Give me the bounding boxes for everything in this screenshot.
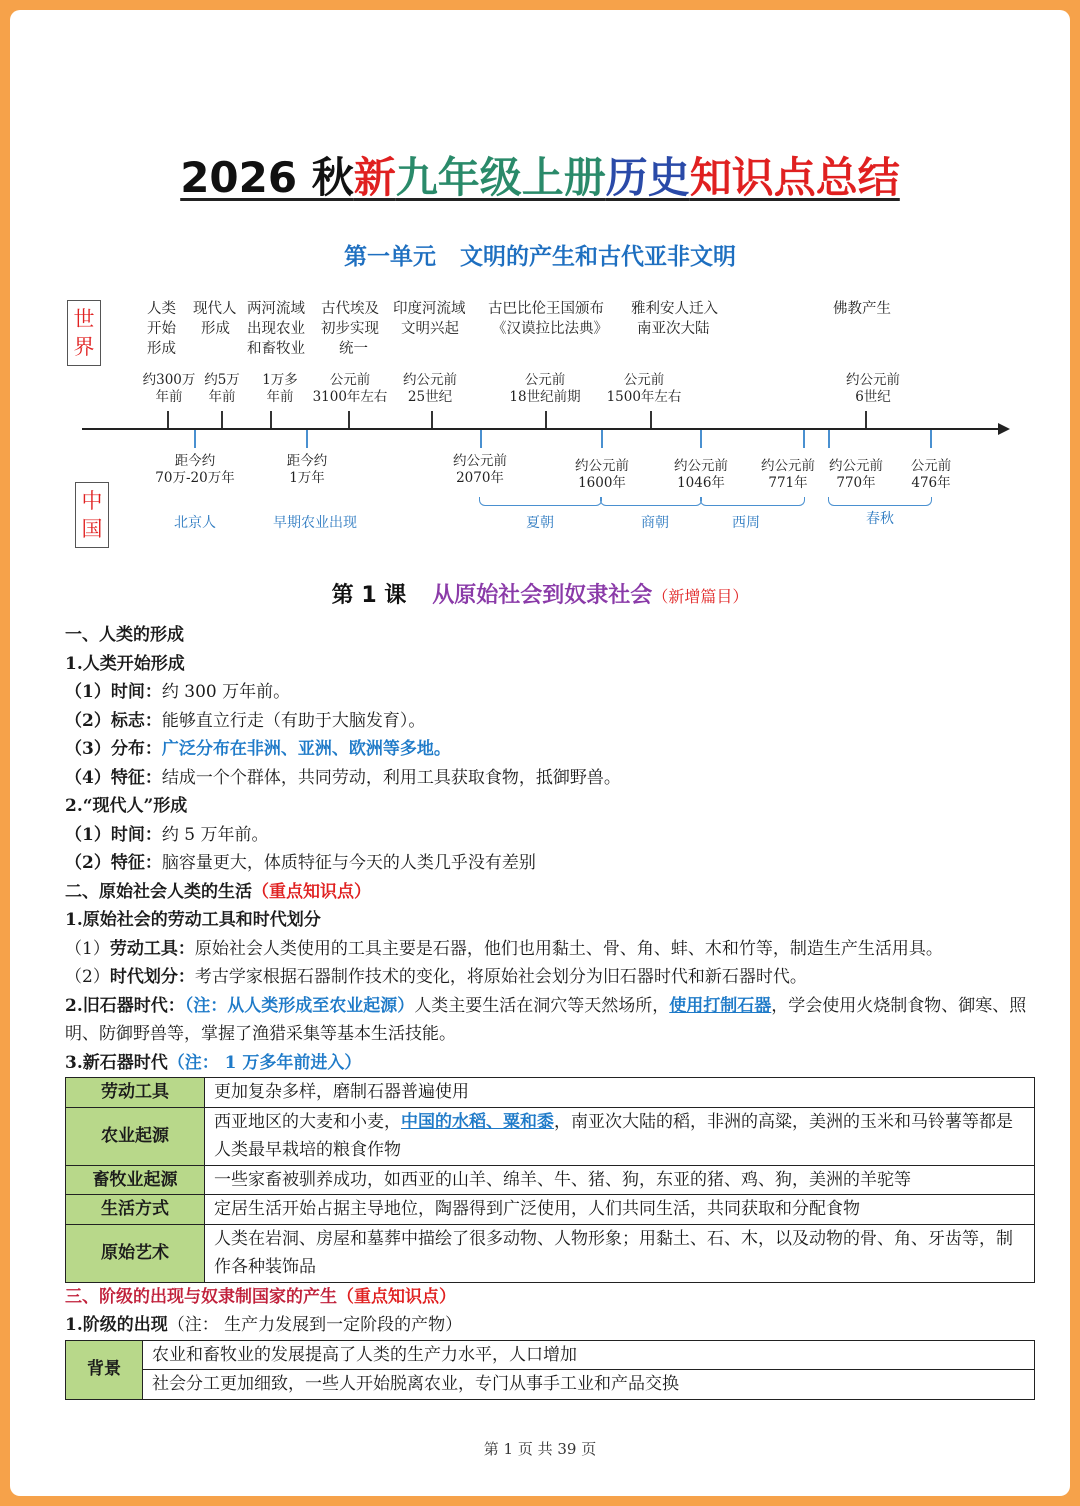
- china-date: 约公元前 771年: [761, 458, 815, 491]
- section-heading: 二、原始社会人类的生活（重点知识点）: [65, 881, 371, 902]
- world-event: 人类 开始 形成: [147, 301, 176, 357]
- section-heading: 三、阶级的出现与奴隶制国家的产生（重点知识点）: [65, 1286, 456, 1307]
- point: （1）劳动工具：原始社会人类使用的工具主要是石器，他们也用黏土、骨、角、蚌、木和竹等，制造生产生活用具。: [65, 938, 943, 959]
- timeline-tick: [221, 411, 223, 429]
- timeline-tick: [306, 430, 308, 448]
- timeline-tick: [700, 430, 702, 448]
- page-title: 2026 秋新九年级上册历史知识点总结: [180, 153, 900, 202]
- period-brace: [700, 497, 805, 506]
- world-date: 公元前 1500年左右: [606, 372, 682, 405]
- table-row: [66, 1078, 1035, 1108]
- page: [10, 10, 1070, 1496]
- world-event: 现代人 形成: [193, 301, 237, 337]
- world-date: 约5万 年前: [204, 372, 240, 405]
- china-date: 约公元前 770年: [829, 458, 883, 491]
- timeline-tick: [803, 430, 805, 448]
- point: （1）时间：约 5 万年前。: [65, 824, 269, 845]
- table-row: [66, 1107, 1035, 1165]
- timeline-tick: [431, 411, 433, 429]
- china-period-name: 春秋: [866, 511, 894, 527]
- unit-title: 第一单元 文明的产生和古代亚非文明: [344, 244, 736, 270]
- table-header-cell: 原始艺术: [66, 1224, 205, 1282]
- arrow-right-icon: [998, 423, 1010, 435]
- section-heading: 一、人类的形成: [65, 625, 184, 645]
- world-date: 约300万 年前: [142, 372, 196, 405]
- neolithic-table: [65, 1077, 1035, 1283]
- table-header-cell: 农业起源: [66, 1107, 205, 1165]
- point: （3）分布：广泛分布在非洲、亚洲、欧洲等多地。: [65, 739, 451, 759]
- table-cell: 更加复杂多样，磨制石器普遍使用: [205, 1078, 1035, 1108]
- point: （2）特征：脑容量更大，体质特征与今天的人类几乎没有差别: [65, 853, 536, 873]
- world-event: 印度河流域 文明兴起: [393, 301, 466, 337]
- point: （2）时代划分：考古学家根据石器制作技术的变化，将原始社会划分为旧石器时代和新石器时代。: [65, 967, 807, 987]
- world-label: 世 界: [67, 300, 101, 366]
- china-period-name: 早期农业出现: [273, 515, 357, 531]
- subsection-heading: 3.新石器时代（注： 1 万多年前进入）: [65, 1052, 362, 1073]
- period-brace: [600, 497, 702, 506]
- table-row: [66, 1165, 1035, 1195]
- timeline-tick: [865, 411, 867, 429]
- china-date: 距今约 1万年: [286, 453, 328, 486]
- table-header-cell: 背景: [66, 1340, 143, 1399]
- timeline-tick: [930, 430, 932, 448]
- china-period-name: 商朝: [641, 515, 669, 531]
- china-date: 约公元前 1046年: [674, 458, 728, 491]
- table-row: [66, 1370, 1035, 1400]
- table-cell: 农业和畜牧业的发展提高了人类的生产力水平，人口增加: [143, 1340, 1035, 1370]
- period-brace: [479, 497, 602, 506]
- timeline-tick: [650, 411, 652, 429]
- timeline-tick: [194, 430, 196, 448]
- table-header-cell: 劳动工具: [66, 1078, 205, 1108]
- lesson-title: 第 1 课 从原始社会到奴隶社会（新增篇目）: [331, 583, 749, 608]
- page-footer: 第 1 页 共 39 页: [483, 1440, 597, 1458]
- world-event: 古巴比伦王国颁布 《汉谟拉比法典》: [488, 301, 608, 337]
- timeline-tick: [167, 411, 169, 429]
- world-date: 1万多 年前: [262, 372, 298, 405]
- china-date: 公元前 476年: [910, 458, 952, 491]
- table-row: [66, 1224, 1035, 1282]
- timeline-tick: [270, 411, 272, 429]
- table-row: [66, 1340, 1035, 1370]
- timeline-tick: [828, 430, 830, 448]
- china-period-name: 西周: [732, 515, 760, 531]
- timeline-tick: [480, 430, 482, 448]
- table-cell: 人类在岩洞、房屋和墓葬中描绘了很多动物、人物形象；用黏土、石、木，以及动物的骨、角、牙齿等，制作各种装饰品: [205, 1224, 1035, 1282]
- subsection-heading: 2.“现代人”形成: [65, 796, 188, 816]
- period-brace: [828, 497, 932, 506]
- china-period-name: 北京人: [174, 515, 216, 531]
- table-cell: 社会分工更加细致，一些人开始脱离农业，专门从事手工业和产品交换: [143, 1370, 1035, 1400]
- world-event: 两河流域 出现农业 和畜牧业: [247, 301, 305, 357]
- china-date: 距今约 70万-20万年: [155, 453, 235, 486]
- world-date: 约公元前 25世纪: [403, 372, 457, 405]
- table-cell: 西亚地区的大麦和小麦，中国的水稻、粟和黍，南亚次大陆的稻，非洲的高粱，美洲的玉米和马铃薯等都是人类最早栽培的粮食作物: [205, 1107, 1035, 1165]
- table-cell: 一些家畜被驯养成功，如西亚的山羊、绵羊、牛、猪、狗，东亚的猪、鸡、狗，美洲的羊驼等: [205, 1165, 1035, 1195]
- lesson-content: [65, 621, 1037, 1400]
- background-table: [65, 1340, 1035, 1400]
- point: （2）标志：能够直立行走（有助于大脑发育）。: [65, 710, 426, 731]
- china-label: 中 国: [75, 482, 109, 548]
- world-date: 约公元前 6世纪: [846, 372, 900, 405]
- point: （1）时间：约 300 万年前。: [65, 682, 291, 702]
- point: （4）特征：结成一个个群体，共同劳动，利用工具获取食物，抵御野兽。: [65, 767, 621, 788]
- timeline-tick: [601, 430, 603, 448]
- table-row: [66, 1195, 1035, 1225]
- timeline-tick: [545, 411, 547, 429]
- china-date: 约公元前 2070年: [453, 453, 507, 486]
- subsection-heading: 1.原始社会的劳动工具和时代划分: [65, 910, 321, 930]
- point: 2.旧石器时代：（注：从人类形成至农业起源）人类主要生活在洞穴等天然场所，使用打制石器，学会使用火烧制食物、御寒、照明、防御野兽等，掌握了渔猎采集等基本生活技能。: [65, 995, 1027, 1044]
- subsection-heading: 1.阶级的出现（注： 生产力发展到一定阶段的产物）: [65, 1315, 463, 1335]
- world-date: 公元前 18世纪前期: [509, 372, 581, 405]
- world-event: 古代埃及 初步实现 统一: [321, 301, 379, 357]
- subsection-heading: 1.人类开始形成: [65, 653, 185, 674]
- table-header-cell: 生活方式: [66, 1195, 205, 1225]
- timeline-tick: [348, 411, 350, 429]
- world-event: 佛教产生: [833, 301, 891, 317]
- table-header-cell: 畜牧业起源: [66, 1165, 205, 1195]
- world-event: 雅利安人迁入 南亚次大陆: [631, 301, 718, 337]
- table-cell: 定居生活开始占据主导地位，陶器得到广泛使用，人们共同生活，共同获取和分配食物: [205, 1195, 1035, 1225]
- world-date: 公元前 3100年左右: [312, 372, 388, 405]
- china-period-name: 夏朝: [526, 515, 554, 531]
- timeline-axis: [82, 428, 1000, 430]
- china-date: 约公元前 1600年: [575, 458, 629, 491]
